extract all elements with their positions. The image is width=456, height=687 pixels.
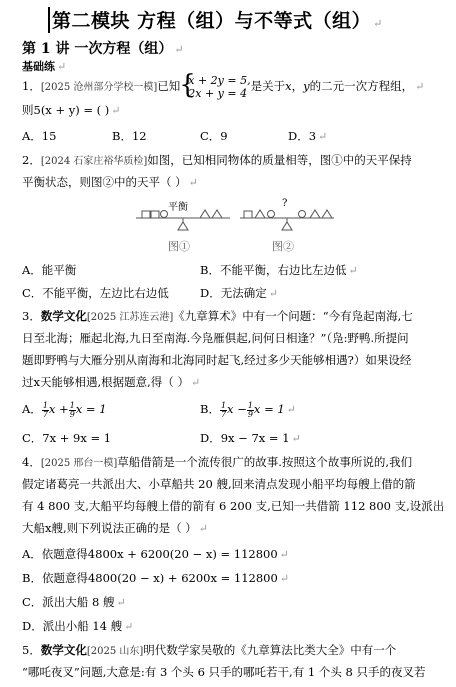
q1-option-b: B．12: [112, 129, 147, 143]
question-4: 4．[2025 邢台一模]草船借箭是一个流传很广的故事.按照这个故事所说的,我们: [22, 455, 413, 469]
question-4-line-4: 大船x艘,则下列说法正确的是（ ） ↵: [22, 521, 209, 535]
question-1-line-2: 则5(x + y) = ( ) ↵: [22, 103, 121, 117]
paragraph-mark-icon: ↵: [198, 522, 209, 535]
question-5: 5．数学文化[2025 山东]明代数学家吴敬的《九章算法比类大全》中有一个: [22, 643, 397, 657]
paragraph-mark-icon: ↵: [348, 264, 358, 277]
q3-option-a: A． $\frac{1}{7}$ x + $\frac{1}{9}$ x = 1: [22, 400, 107, 419]
balance-scale-1-icon: [136, 210, 230, 230]
q1-option-c: C．9: [200, 129, 228, 143]
question-3: 3．数学文化[2025 江苏连云港]《九章算术》中有一个问题：“今有凫起南海,七: [22, 309, 413, 323]
cursor-bar: [48, 7, 50, 33]
paragraph-mark-icon: ↵: [279, 548, 289, 561]
paragraph-mark-icon: ↵: [286, 403, 296, 416]
q4-option-b: B．依题意得4800(20 − x) + 6200x = 112800 ↵: [22, 571, 290, 585]
figure-2-caption: 图②: [272, 240, 294, 253]
question-3-line-2: 日至北海；雁起北海,九日至南海.今凫雁俱起,问何日相逢？”（凫:野鸭.所提问: [22, 331, 409, 345]
q1-option-a: A．15: [22, 129, 57, 143]
q2-option-a: A．能平衡: [22, 263, 77, 277]
paragraph-mark-icon: ↵: [373, 17, 383, 30]
balance-scales-figure: [134, 208, 338, 248]
paragraph-mark-icon: ↵: [116, 596, 126, 609]
q2-option-c: C．不能平衡，左边比右边低: [22, 286, 169, 300]
q4-option-d: D．派出小船 14 艘 ↵: [22, 619, 134, 633]
paragraph-mark-icon: ↵: [124, 620, 134, 633]
balance-scale-2-icon: [240, 210, 334, 230]
question-3-line-4: 过x天能够相遇,根据题意,得（ ） ↵: [22, 375, 201, 389]
q3-option-d: D．9x − 7x = 1 ↵: [200, 431, 301, 445]
q2-option-d: D．无法确定 ↵: [200, 286, 278, 300]
paragraph-mark-icon: ↵: [111, 104, 121, 117]
module-title: 第二模块 方程（组）与不等式（组） ↵: [52, 10, 383, 32]
paragraph-mark-icon: ↵: [415, 80, 425, 93]
question-2-line-2: 平衡状态，则图②中的天平（ ） ↵: [22, 175, 198, 189]
q4-option-a: A．依题意得4800x + 6200(20 − x) = 112800 ↵: [22, 547, 289, 561]
paragraph-mark-icon: ↵: [190, 376, 201, 389]
question-3-line-3: 题即野鸭与大雁分别从南海和北海同时起飞,经过多少天能够相遇?）如果设经: [22, 353, 412, 367]
q1-option-d: D．3 ↵: [288, 129, 328, 143]
q2-option-b: B．不能平衡，右边比左边低 ↵: [200, 263, 358, 277]
equation-system: { x + 2y = 5, 2x + y = 4: [180, 74, 250, 100]
q3-option-c: C．7x + 9x = 1: [22, 431, 112, 445]
paragraph-mark-icon: ↵: [291, 432, 301, 445]
figure-1-caption: 图①: [168, 240, 190, 253]
paragraph-mark-icon: ↵: [279, 572, 290, 585]
q4-option-c: C．派出大船 8 艘 ↵: [22, 595, 126, 609]
figure-1-label: 平衡: [168, 202, 188, 213]
paragraph-mark-icon: ↵: [188, 176, 198, 189]
lecture-title: 第 1 讲 一次方程（组） ↵: [22, 41, 184, 57]
q3-option-b: B． $\frac{1}{7}$ x − $\frac{1}{9}$ x = 1 ↵: [200, 400, 296, 419]
question-5-line-2: “哪吒夜叉”问题,大意是:有 3 个头 6 只手的哪吒若干,有 1 个头 8 只手的夜叉若: [22, 665, 426, 679]
question-1: 1．[2025 沧州部分学校一模]已知 { x + 2y = 5, 2x + y = 4 是关于x，y的二元一次方程组， ↵: [22, 74, 424, 100]
tag-math-culture: 数学文化: [40, 643, 87, 657]
paragraph-mark-icon: ↵: [268, 287, 278, 300]
section-label: 基础练 ↵: [22, 60, 67, 73]
question-4-line-3: 有 4 800 支,大船平均每艘上借的箭有 6 200 支,已知一共借箭 112 800 支,设派出: [22, 499, 445, 513]
paragraph-mark-icon: ↵: [318, 130, 328, 143]
paragraph-mark-icon: ↵: [174, 43, 184, 56]
question-2: 2．[2024 石家庄裕华质检]如图，已知相同物体的质量相等，图①中的天平保持: [22, 153, 412, 167]
paragraph-mark-icon: ↵: [57, 60, 67, 73]
figure-2-label: ?: [282, 198, 288, 209]
tag-math-culture: 数学文化: [40, 309, 87, 323]
question-4-line-2: 假定诸葛亮一共派出大、小草船共 20 艘,回来清点发现小船平均每艘上借的箭: [22, 477, 416, 491]
